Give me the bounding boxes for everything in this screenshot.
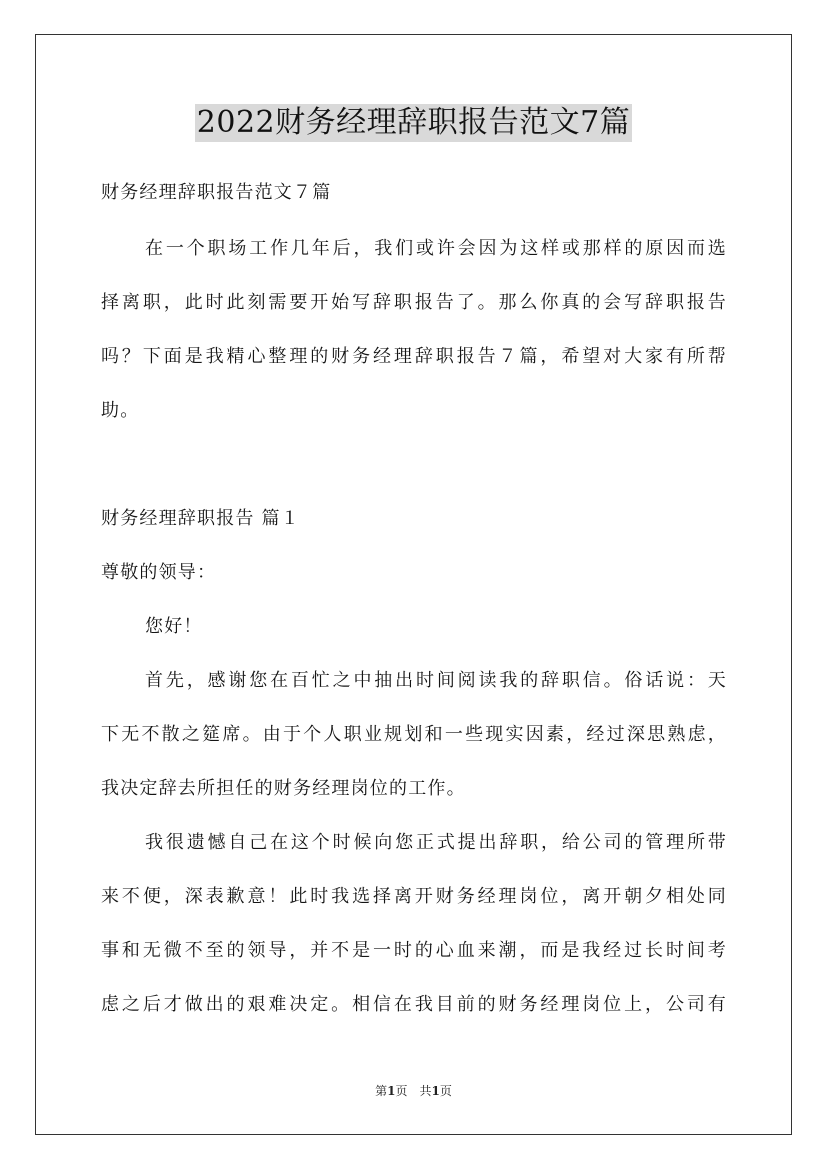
- title-container: [0, 104, 827, 142]
- footer-mid: 页 共: [395, 1084, 432, 1098]
- paragraph-line: 下无不散之筵席。由于个人职业规划和一些现实因素，经过深思熟虑，: [101, 724, 727, 745]
- footer-prefix: 第: [375, 1084, 388, 1098]
- section-heading: 财务经理辞职报告 篇１: [101, 508, 300, 529]
- document-title: 2022财务经理辞职报告范文7篇: [196, 105, 631, 140]
- page-footer: [0, 1083, 827, 1099]
- salutation: 尊敬的领导：: [101, 562, 217, 583]
- intro-line: 择离职，此时此刻需要开始写辞职报告了。那么你真的会写辞职报告: [101, 292, 727, 313]
- paragraph-line: 事和无微不至的领导，并不是一时的心血来潮，而是我经过长时间考: [101, 940, 727, 961]
- footer-suffix: 页: [439, 1084, 452, 1098]
- paragraph-line: 来不便，深表歉意！此时我选择离开财务经理岗位，离开朝夕相处同: [101, 886, 727, 907]
- paragraph-line: 我决定辞去所担任的财务经理岗位的工作。: [101, 778, 466, 799]
- intro-line: 在一个职场工作几年后，我们或许会因为这样或那样的原因而选: [145, 238, 727, 259]
- page-number: 1: [387, 1084, 396, 1098]
- document-subtitle: 财务经理辞职报告范文７篇: [101, 182, 332, 203]
- intro-line: 吗？下面是我精心整理的财务经理辞职报告７篇，希望对大家有所帮: [101, 346, 727, 367]
- paragraph-line: 虑之后才做出的艰难决定。相信在我目前的财务经理岗位上，公司有: [101, 994, 727, 1015]
- total-pages: 1: [431, 1084, 440, 1098]
- greeting: 您好！: [145, 616, 203, 637]
- paragraph-line: 我很遗憾自己在这个时候向您正式提出辞职，给公司的管理所带: [145, 832, 727, 853]
- paragraph-line: 首先，感谢您在百忙之中抽出时间阅读我的辞职信。俗话说：天: [145, 670, 727, 691]
- intro-line: 助。: [101, 400, 140, 421]
